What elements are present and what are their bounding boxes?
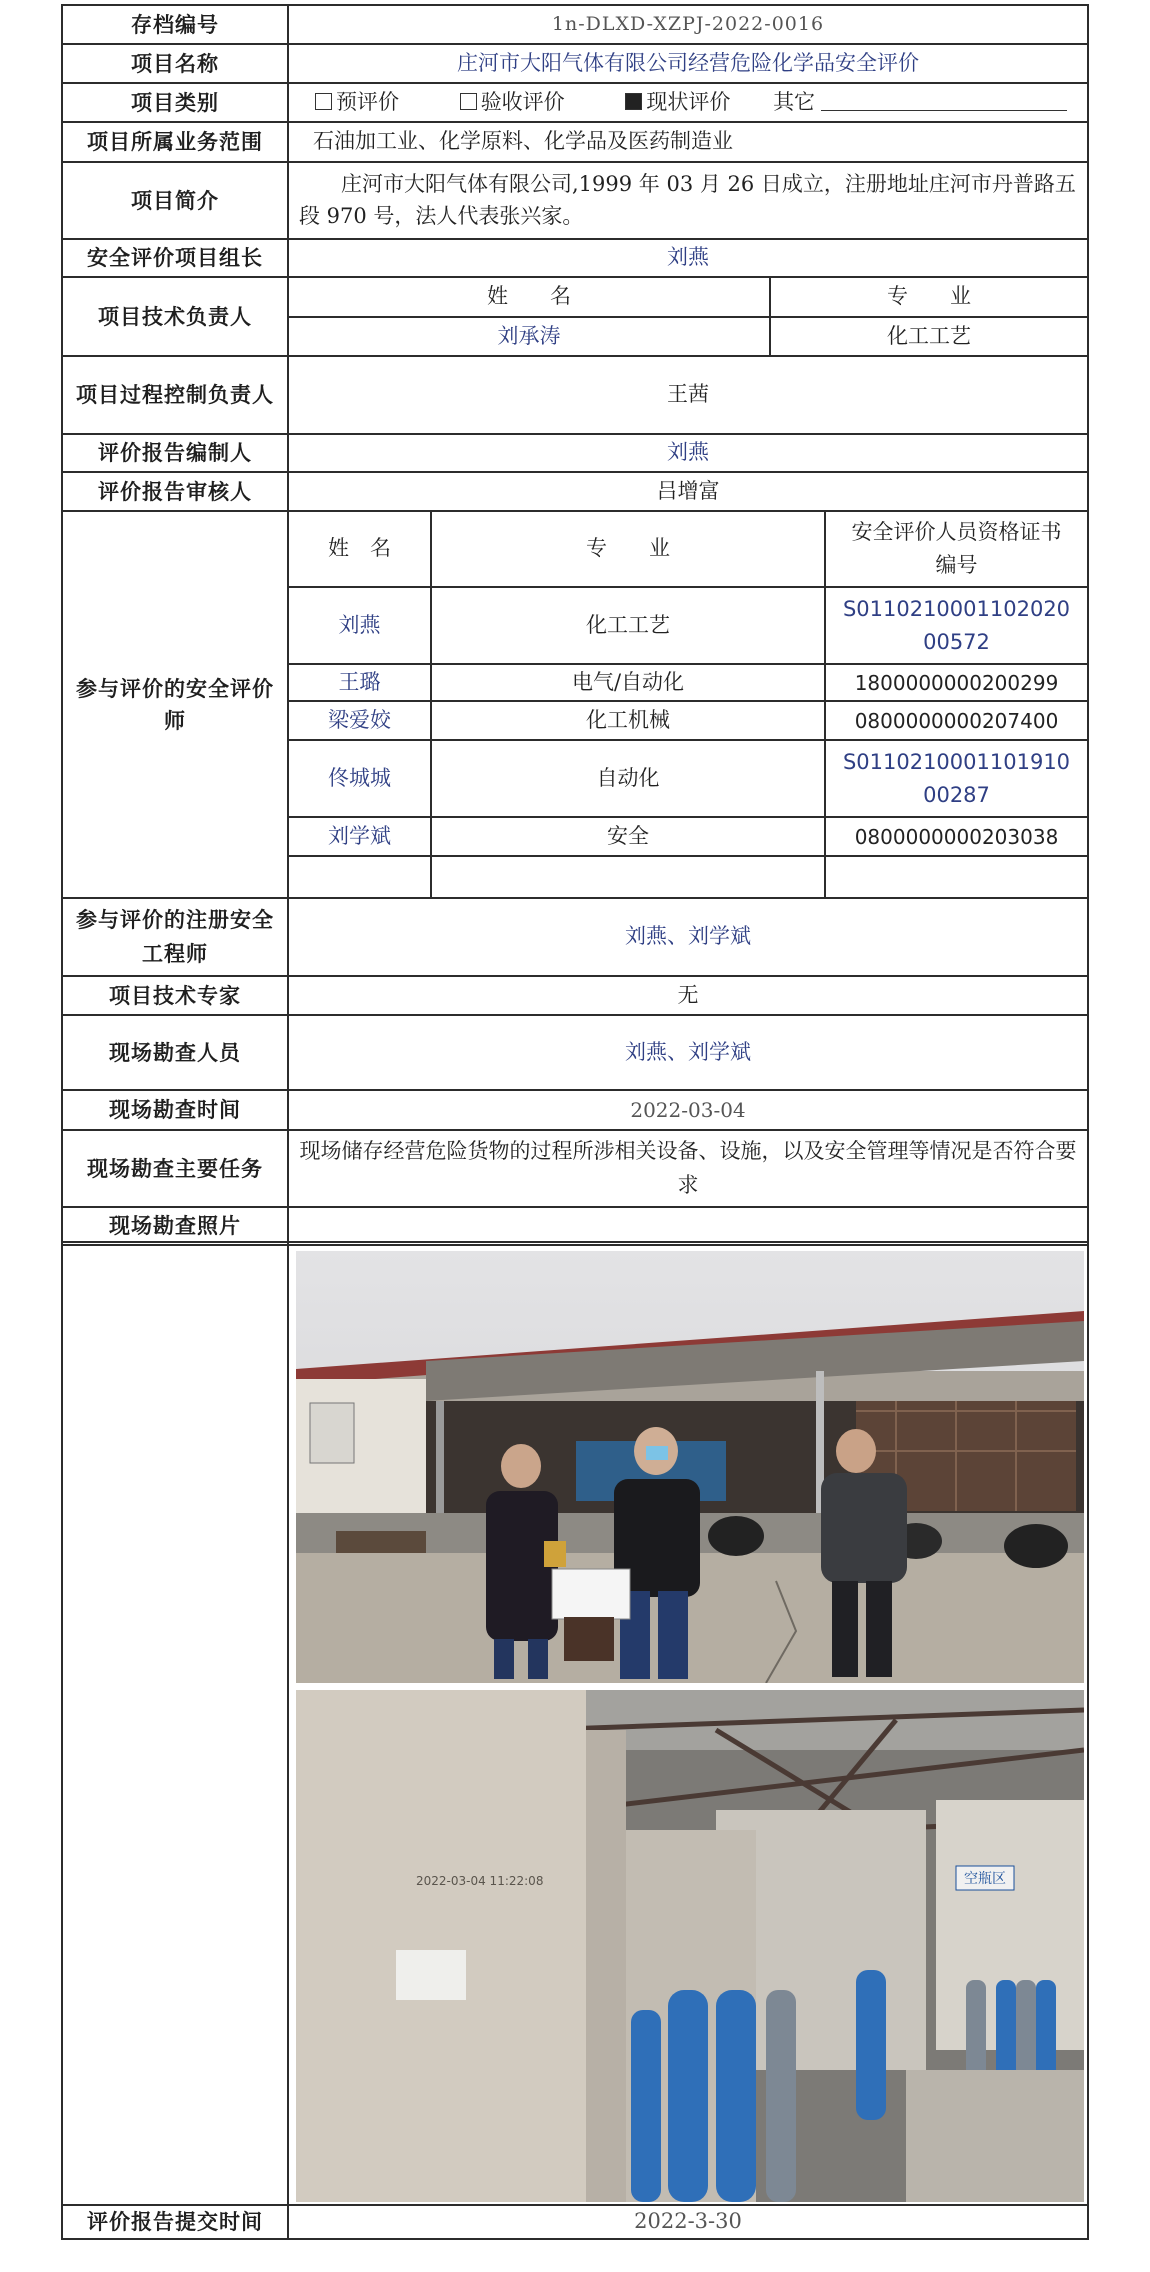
empty-cell: [431, 856, 825, 897]
site-photo-group: [296, 1251, 1084, 1683]
evaluator-cert-header: 安全评价人员资格证书编号: [825, 512, 1087, 587]
project-name-value: 庄河市大阳气体有限公司经营危险化学品安全评价: [288, 44, 1088, 83]
report-author-value: 刘燕: [288, 434, 1088, 472]
evaluator-cert: S011021000110202000572: [825, 587, 1087, 664]
evaluation-info-table: [61, 4, 1089, 1246]
evaluator-row: [289, 701, 1087, 740]
submit-time-value: 2022-3-30: [288, 2205, 1088, 2239]
evaluator-major-header: 专 业: [431, 512, 825, 587]
evaluator-name: 刘学斌: [289, 817, 431, 856]
evaluator-row: [289, 587, 1087, 664]
option-acceptance-evaluation[interactable]: 验收评价: [460, 87, 565, 119]
evaluator-major: 电气/自动化: [431, 664, 825, 701]
evaluator-cert: 0800000000207400: [825, 701, 1087, 740]
site-photo-storage: [296, 1690, 1084, 2202]
row-photos: [62, 1242, 1088, 2205]
team-leader-label: 安全评价项目组长: [62, 239, 288, 277]
evaluators-label: 参与评价的安全评价师: [62, 511, 288, 898]
business-scope-value: 石油加工业、化学原料、化学品及医药制造业: [288, 122, 1088, 162]
site-photo-storage-image: [296, 1690, 1084, 2202]
row-safety-engineers: [62, 898, 1088, 976]
row-process-control: [62, 356, 1088, 434]
survey-task-value: 现场储存经营危险货物的过程所涉相关设备、设施，以及安全管理等情况是否符合要求: [288, 1130, 1088, 1207]
survey-time-value: 2022-03-04: [288, 1090, 1088, 1130]
option-pre-evaluation[interactable]: 预评价: [315, 87, 399, 119]
row-summary: [62, 162, 1088, 239]
storage-sign-text: 空瓶区: [964, 1871, 1006, 1887]
row-tech-expert: [62, 976, 1088, 1015]
row-survey-time: [62, 1090, 1088, 1130]
row-business-scope: [62, 122, 1088, 162]
evaluator-major: 化工机械: [431, 701, 825, 740]
evaluator-row: [289, 740, 1087, 817]
summary-label: 项目简介: [62, 162, 288, 239]
safety-engineers-value: 刘燕、刘学斌: [288, 898, 1088, 976]
submit-time-label: 评价报告提交时间: [62, 2205, 288, 2239]
evaluator-name: 佟城城: [289, 740, 431, 817]
option-other[interactable]: 其它: [773, 90, 1067, 114]
empty-cell: [288, 1207, 1088, 1245]
other-blank-line: [821, 92, 1067, 111]
survey-staff-label: 现场勘查人员: [62, 1015, 288, 1090]
evaluator-name: 梁爱姣: [289, 701, 431, 740]
option-status-evaluation[interactable]: 现状评价: [625, 87, 730, 119]
evaluators-header-row: [289, 512, 1087, 587]
tech-lead-major: 化工工艺: [770, 317, 1087, 356]
evaluator-empty-row: [289, 856, 1087, 897]
evaluator-major: 安全: [431, 817, 825, 856]
tech-expert-label: 项目技术专家: [62, 976, 288, 1015]
row-project-type: [62, 83, 1088, 122]
team-leader-value: 刘燕: [288, 239, 1088, 277]
row-report-reviewer: [62, 472, 1088, 511]
row-survey-photos: [62, 1207, 1088, 1245]
site-photo-group-image: [296, 1251, 1084, 1683]
row-report-author: [62, 434, 1088, 472]
project-type-options: [288, 83, 1088, 122]
photo-table: [61, 1241, 1089, 2240]
evaluator-cert: 0800000000203038: [825, 817, 1087, 856]
process-control-label: 项目过程控制负责人: [62, 356, 288, 434]
evaluator-name-header: 姓 名: [289, 512, 431, 587]
evaluator-row: [289, 664, 1087, 701]
safety-engineers-label: 参与评价的注册安全工程师: [62, 898, 288, 976]
tech-lead-subtable: [288, 277, 1088, 356]
row-team-leader: [62, 239, 1088, 277]
business-scope-label: 项目所属业务范围: [62, 122, 288, 162]
row-survey-task: [62, 1130, 1088, 1207]
archive-no-value: 1n-DLXD-XZPJ-2022-0016: [288, 5, 1088, 44]
evaluators-subtable: [288, 511, 1088, 898]
archive-no-label: 存档编号: [62, 5, 288, 44]
tech-lead-name: 刘承涛: [289, 317, 770, 356]
survey-task-label: 现场勘查主要任务: [62, 1130, 288, 1207]
evaluator-cert: 1800000000200299: [825, 664, 1087, 701]
report-author-label: 评价报告编制人: [62, 434, 288, 472]
photo-cell: [288, 1242, 1088, 2205]
evaluator-major: 自动化: [431, 740, 825, 817]
tech-expert-value: 无: [288, 976, 1088, 1015]
row-project-name: [62, 44, 1088, 83]
evaluator-row: [289, 817, 1087, 856]
checkbox-checked-icon: [625, 93, 642, 110]
row-tech-lead: [62, 277, 1088, 356]
evaluator-name: 刘燕: [289, 587, 431, 664]
checkbox-empty-icon: [315, 93, 332, 110]
tech-lead-label: 项目技术负责人: [62, 277, 288, 356]
row-survey-staff: [62, 1015, 1088, 1090]
evaluator-name: 王璐: [289, 664, 431, 701]
survey-photos-label: 现场勘查照片: [62, 1207, 288, 1245]
survey-staff-value: 刘燕、刘学斌: [288, 1015, 1088, 1090]
tech-lead-name-header: 姓 名: [289, 278, 770, 317]
photo-timestamp: 2022-03-04 11:22:08: [416, 1874, 544, 1888]
row-submit-time: [62, 2205, 1088, 2239]
evaluator-major: 化工工艺: [431, 587, 825, 664]
project-type-label: 项目类别: [62, 83, 288, 122]
report-reviewer-label: 评价报告审核人: [62, 472, 288, 511]
empty-cell: [62, 1242, 288, 2205]
empty-cell: [289, 856, 431, 897]
row-evaluators: [62, 511, 1088, 898]
project-name-label: 项目名称: [62, 44, 288, 83]
summary-value: 庄河市大阳气体有限公司,1999 年 03 月 26 日成立，注册地址庄河市丹普路五段 970 号，法人代表张兴家。: [288, 162, 1088, 239]
empty-cell: [825, 856, 1087, 897]
tech-lead-major-header: 专 业: [770, 278, 1087, 317]
checkbox-empty-icon: [460, 93, 477, 110]
process-control-value: 王茜: [288, 356, 1088, 434]
row-archive-no: [62, 5, 1088, 44]
evaluator-cert: S011021000110191000287: [825, 740, 1087, 817]
survey-time-label: 现场勘查时间: [62, 1090, 288, 1130]
report-reviewer-value: 吕增富: [288, 472, 1088, 511]
